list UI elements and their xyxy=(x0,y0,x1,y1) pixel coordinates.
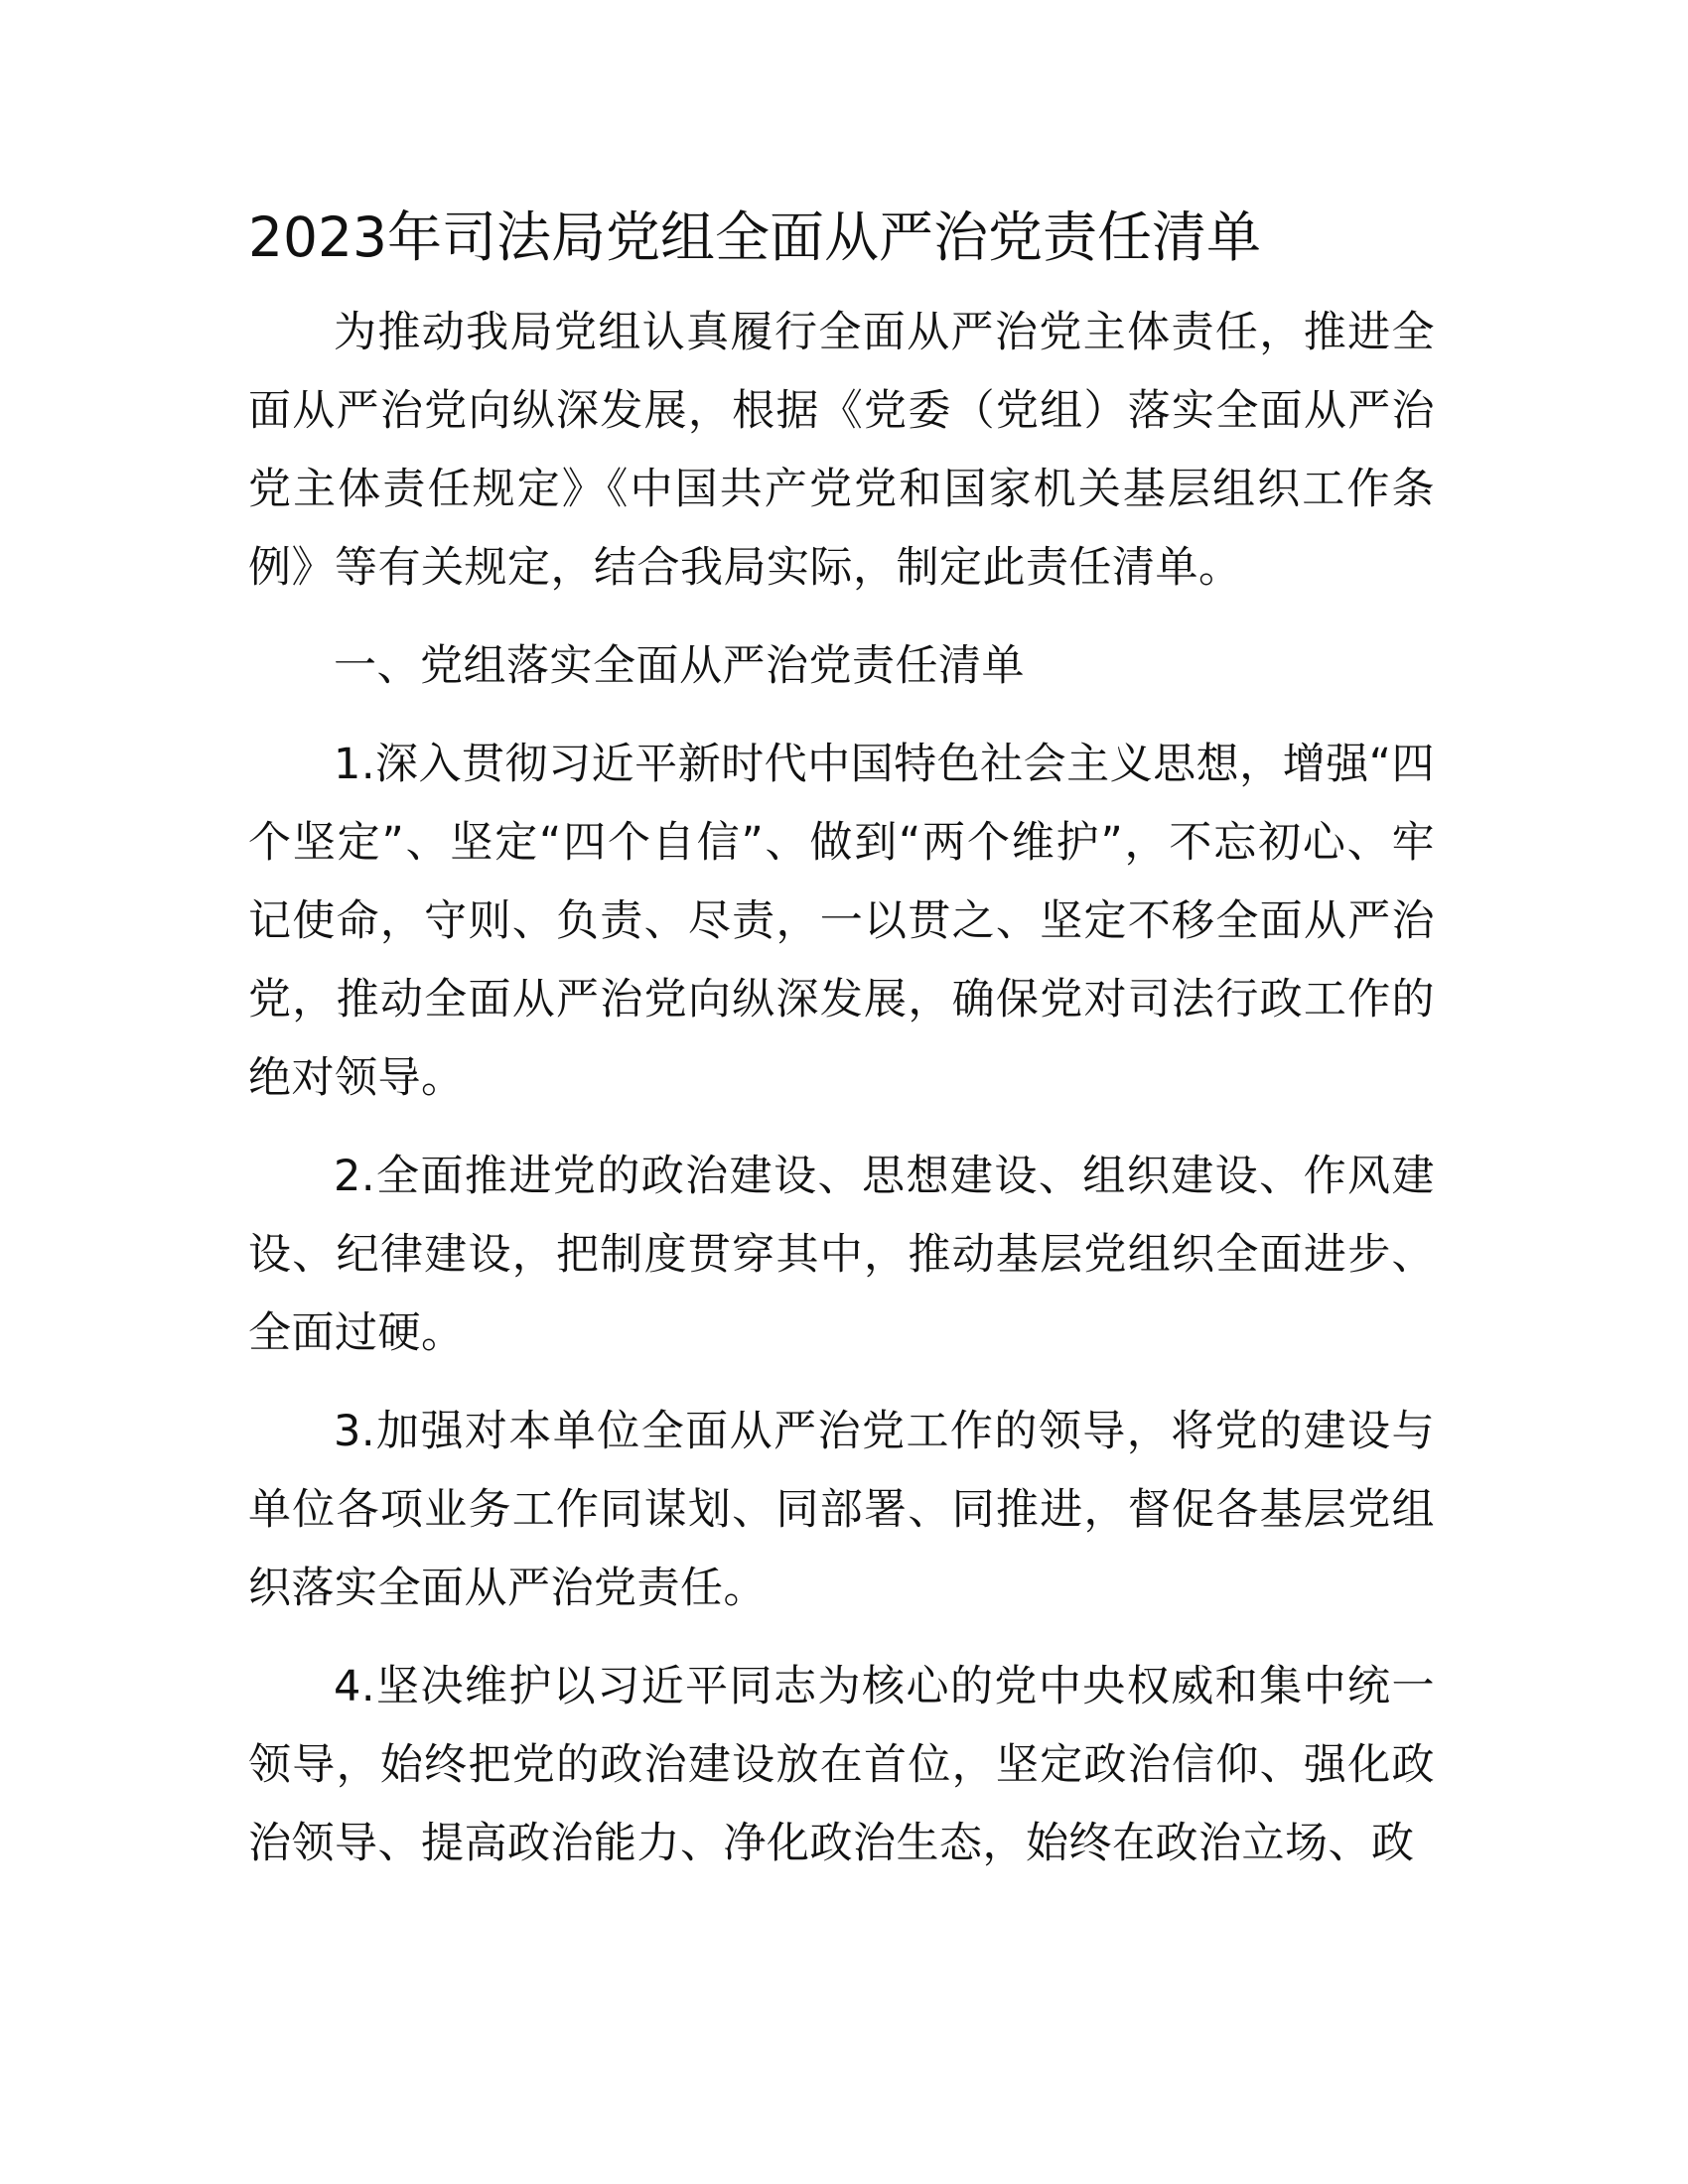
document-body xyxy=(248,294,1435,1903)
intro-paragraph: 为推动我局党组认真履行全面从严治党主体责任，推进全面从严治党向纵深发展，根据《党委（党组）落实全面从严治党主体责任规定》《中国共产党党和国家机关基层组织工作条例》等有关规定，结合我局实际，制定此责任清单。 xyxy=(248,308,1435,593)
list-item-1: 1.深入贯彻习近平新时代中国特色社会主义思想，增强“四个坚定”、坚定“四个自信”、做到“两个维护”，不忘初心、牢记使命，守则、负责、尽责，一以贯之、坚定不移全面从严治党，推动全面从严治党向纵深发展，确保党对司法行政工作的绝对领导。 xyxy=(248,740,1435,1103)
list-item-3: 3.加强对本单位全面从严治党工作的领导，将党的建设与单位各项业务工作同谋划、同部署、同推进，督促各基层党组织落实全面从严治党责任。 xyxy=(248,1407,1435,1613)
list-item-2: 2.全面推进党的政治建设、思想建设、组织建设、作风建设、纪律建设，把制度贯穿其中，推动基层党组织全面进步、全面过硬。 xyxy=(248,1152,1435,1358)
section-heading: 一、党组落实全面从严治党责任清单 xyxy=(334,641,1025,691)
document-title: 2023年司法局党组全面从严治党责任清单 xyxy=(248,205,1261,269)
list-item-4: 4.坚决维护以习近平同志为核心的党中央权威和集中统一领导，始终把党的政治建设放在首位，坚定政治信仰、强化政治领导、提高政治能力、净化政治生态，始终在政治立场、政 xyxy=(248,1662,1435,1868)
